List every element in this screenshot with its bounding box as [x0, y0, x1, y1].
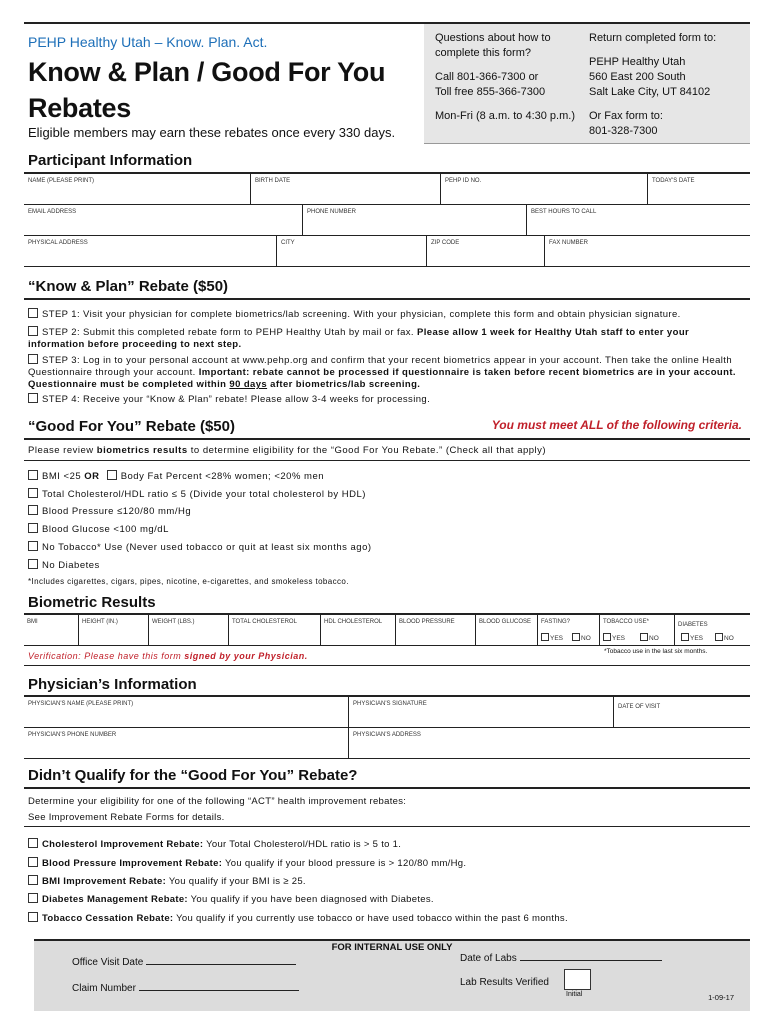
- step-1-text: STEP 1: Visit your physician for complete biometrics/lab screening. With your physician, complete this form and obtain physician signature.: [42, 309, 681, 320]
- good-for-you-heading: “Good For You” Rebate ($50): [28, 418, 235, 435]
- city-field[interactable]: CITY: [276, 236, 426, 267]
- diabetes-cell: [674, 615, 750, 645]
- date-of-visit-field[interactable]: DATE OF VISIT: [613, 697, 750, 728]
- claim-row: [72, 983, 299, 994]
- biometric-heading: Biometric Results: [28, 594, 156, 611]
- lab-verified-row: [460, 977, 549, 988]
- physician-signature-field[interactable]: PHYSICIAN'S SIGNATURE: [348, 697, 613, 728]
- page-title: [28, 54, 428, 126]
- not-qualify-intro-1: Determine your eligibility for one of the following “ACT” health improvement rebates:: [28, 796, 407, 807]
- criteria-cholesterol: [28, 488, 366, 500]
- fax-number: 801-328-7300: [589, 125, 658, 137]
- act-item-bp: Blood Pressure Improvement Rebate: You qualify if your blood pressure is > 120/80 mm/Hg.: [28, 857, 466, 869]
- not-qualify-heading: Didn’t Qualify for the “Good For You” Rebate?: [28, 767, 358, 784]
- step-3-checkbox[interactable]: [28, 354, 38, 364]
- review-instructions: [28, 445, 546, 456]
- physician-row-1: [24, 697, 750, 728]
- act-bp-checkbox[interactable]: [28, 857, 38, 867]
- date-labs-line[interactable]: [520, 960, 662, 961]
- office-visit-line[interactable]: [146, 964, 296, 965]
- not-qualify-intro-2: See Improvement Rebate Forms for details.: [28, 812, 225, 823]
- total-cholesterol-cell[interactable]: TOTAL CHOLESTEROL: [228, 615, 320, 645]
- birth-date-field[interactable]: BIRTH DATE: [250, 174, 440, 205]
- address-field[interactable]: PHYSICAL ADDRESS: [28, 240, 88, 246]
- fax-label: Or Fax form to:: [589, 110, 663, 122]
- step-3-after: after biometrics/lab screening.: [270, 379, 421, 390]
- toll-free-number: Toll free 855-366-7300: [435, 86, 546, 98]
- bp-label: Blood Pressure ≤120/80 mm/Hg: [42, 506, 192, 517]
- diabetes-col-label: DIABETES: [678, 622, 708, 628]
- body-fat-label: Body Fat Percent <28% women; <20% men: [120, 471, 325, 482]
- bp-checkbox[interactable]: [28, 505, 38, 515]
- tobacco-use-label: TOBACCO USE*: [603, 619, 649, 625]
- step-3: [28, 354, 748, 391]
- step-3-text: STEP 3: Log in to your personal account at www.pehp.org and confirm that your recent biometrics appear in your account. Then take the online Health Questionnaire through your account.: [28, 355, 733, 378]
- step-2-bold: Please allow 1 week for Healthy Utah staff to enter your information before proceeding to next step.: [28, 327, 690, 350]
- address-street: 560 East 200 South: [589, 71, 686, 83]
- office-visit-row: [72, 957, 296, 968]
- call-number: Call 801-366-7300 or: [435, 71, 539, 83]
- date-labs-row: [460, 953, 662, 964]
- know-plan-heading: “Know & Plan” Rebate ($50): [28, 278, 229, 295]
- zip-field[interactable]: ZIP CODE: [426, 236, 544, 267]
- verify-b: signed by your Physician.: [184, 651, 308, 661]
- page-subtitle: Eligible members may earn these rebates once every 330 days.: [28, 125, 396, 140]
- questions-line-2: complete this form?: [435, 47, 531, 59]
- criteria-tobacco: [28, 541, 372, 553]
- bmi-cell[interactable]: BMI: [27, 619, 38, 625]
- internal-heading: FOR INTERNAL USE ONLY: [331, 942, 453, 953]
- act-cholesterol-checkbox[interactable]: [28, 838, 38, 848]
- weight-cell[interactable]: WEIGHT (LBS.): [148, 615, 228, 645]
- step-4: [28, 393, 748, 406]
- step-1: [28, 308, 748, 321]
- glucose-label: Blood Glucose <100 mg/dL: [42, 524, 169, 535]
- participant-heading: Participant Information: [28, 152, 193, 169]
- title-line-2: Rebates: [28, 93, 131, 123]
- diabetes-yes[interactable]: YES: [681, 633, 703, 642]
- tobacco-use-note: *Tobacco use in the last six months.: [604, 648, 708, 655]
- form-version: 1-09-17: [708, 993, 734, 1002]
- act-bmi-checkbox[interactable]: [28, 875, 38, 885]
- tobacco-label: No Tobacco* Use (Never used tobacco or quit at least six months ago): [42, 542, 372, 553]
- todays-date-field[interactable]: TODAY'S DATE: [647, 174, 750, 205]
- best-hours-field[interactable]: BEST HOURS TO CALL: [526, 205, 750, 236]
- diabetes-checkbox[interactable]: [28, 559, 38, 569]
- step-4-checkbox[interactable]: [28, 393, 38, 403]
- fax-field[interactable]: FAX NUMBER: [544, 236, 750, 267]
- fasting-cell: [537, 615, 599, 645]
- tobacco-footnote: *Includes cigarettes, cigars, pipes, nicotine, e-cigarettes, and smokeless tobacco.: [28, 577, 349, 586]
- lab-verified-label: Lab Results Verified: [460, 977, 549, 988]
- step-4-text: STEP 4: Receive your “Know & Plan” rebate! Please allow 3-4 weeks for processing.: [42, 394, 431, 405]
- biometric-row: [24, 615, 750, 646]
- date-labs-label: Date of Labs: [460, 953, 517, 964]
- verification-rule: [24, 665, 750, 666]
- step-2: [28, 326, 748, 351]
- review-b: biometrics results: [96, 445, 188, 456]
- step-3-days: 90 days: [229, 379, 268, 390]
- return-label: Return completed form to:: [589, 32, 717, 44]
- verification-note: [28, 651, 308, 661]
- address-city: Salt Lake City, UT 84102: [589, 86, 711, 98]
- pehp-id-field[interactable]: PEHP ID NO.: [440, 174, 647, 205]
- claim-line[interactable]: [139, 990, 299, 991]
- fasting-no[interactable]: NO: [572, 633, 591, 642]
- tobacco-yes[interactable]: YES: [603, 633, 625, 642]
- initial-box[interactable]: [564, 969, 591, 990]
- questions-column: [435, 31, 585, 133]
- fasting-label: FASTING?: [541, 619, 571, 625]
- title-line-1: Know & Plan / Good For You: [28, 57, 386, 87]
- body-fat-checkbox[interactable]: [107, 470, 117, 480]
- act-tobacco-checkbox[interactable]: [28, 912, 38, 922]
- criteria-bmi: [28, 470, 324, 482]
- bmi-checkbox[interactable]: [28, 470, 38, 480]
- review-c: to determine eligibility for the “Good For You Rebate.” (Check all that apply): [190, 445, 547, 456]
- act-item-diabetes: Diabetes Management Rebate: You qualify if you have been diagnosed with Diabetes.: [28, 893, 434, 905]
- not-qualify-rule: [24, 787, 750, 789]
- step-3-important: Important: rebate cannot be processed if questionnaire is taken before recent biometrics are in your account. Questionnaire must be completed within: [28, 367, 736, 390]
- bp-cell[interactable]: BLOOD PRESSURE: [395, 615, 475, 645]
- office-hours: Mon-Fri (8 a.m. to 4:30 p.m.): [435, 110, 575, 122]
- act-item-cholesterol: Cholesterol Improvement Rebate: Your Total Cholesterol/HDL ratio is > 5 to 1.: [28, 838, 401, 850]
- fasting-yes[interactable]: YES: [541, 633, 563, 642]
- verify-a: Verification: Please have this form: [28, 651, 182, 661]
- criteria-note: You must meet ALL of the following criteria.: [491, 418, 742, 432]
- glucose-checkbox[interactable]: [28, 523, 38, 533]
- diabetes-no[interactable]: NO: [715, 633, 734, 642]
- step-1-checkbox[interactable]: [28, 308, 38, 318]
- criteria-bp: [28, 505, 191, 517]
- bmi-label: BMI <25: [42, 471, 82, 482]
- cholesterol-label: Total Cholesterol/HDL ratio ≤ 5 (Divide your total cholesterol by HDL): [42, 489, 366, 500]
- email-field[interactable]: EMAIL ADDRESS: [28, 209, 77, 215]
- physician-name-field[interactable]: PHYSICIAN'S NAME (PLEASE PRINT): [28, 701, 134, 707]
- act-item-tobacco: Tobacco Cessation Rebate: You qualify if you currently use tobacco or have used tobacco within the past 6 months.: [28, 912, 568, 924]
- tobacco-no[interactable]: NO: [640, 633, 659, 642]
- act-item-bmi: BMI Improvement Rebate: You qualify if your BMI is ≥ 25.: [28, 875, 306, 887]
- know-plan-rule: [24, 298, 750, 300]
- review-rule: [24, 460, 750, 461]
- claim-label: Claim Number: [72, 983, 136, 994]
- participant-row-2: [24, 205, 750, 236]
- return-column: [589, 31, 749, 148]
- tobacco-checkbox[interactable]: [28, 541, 38, 551]
- physician-address-field[interactable]: PHYSICIAN'S ADDRESS: [348, 728, 750, 759]
- physician-phone-field[interactable]: PHYSICIAN'S PHONE NUMBER: [28, 732, 117, 738]
- height-cell[interactable]: HEIGHT (IN.): [78, 615, 148, 645]
- criteria-glucose: [28, 523, 169, 535]
- or-label: OR: [84, 471, 100, 482]
- review-a: Please review: [28, 445, 94, 456]
- intro-rule: [24, 826, 750, 827]
- phone-field[interactable]: PHONE NUMBER: [302, 205, 526, 236]
- good-for-you-rule: [24, 438, 750, 440]
- initial-label: Initial: [566, 991, 583, 998]
- brand-tagline: PEHP Healthy Utah – Know. Plan. Act.: [28, 34, 268, 50]
- internal-use-box: [34, 939, 750, 1011]
- questions-line-1: Questions about how to: [435, 32, 551, 44]
- act-diabetes-checkbox[interactable]: [28, 893, 38, 903]
- contact-info-box: [424, 24, 750, 144]
- participant-row-3: [24, 236, 750, 267]
- physician-heading: Physician’s Information: [28, 676, 197, 693]
- criteria-diabetes: [28, 559, 100, 571]
- diabetes-label: No Diabetes: [42, 560, 100, 571]
- address-name: PEHP Healthy Utah: [589, 56, 686, 68]
- physician-row-2: [24, 728, 750, 759]
- name-field[interactable]: NAME (PLEASE PRINT): [28, 178, 95, 184]
- cholesterol-checkbox[interactable]: [28, 488, 38, 498]
- participant-row-1: [24, 174, 750, 205]
- tobacco-use-cell: [599, 615, 674, 645]
- office-visit-label: Office Visit Date: [72, 957, 144, 968]
- glucose-cell[interactable]: BLOOD GLUCOSE: [475, 615, 537, 645]
- hdl-cell[interactable]: HDL CHOLESTEROL: [320, 615, 395, 645]
- step-2-text: STEP 2: Submit this completed rebate form to PEHP Healthy Utah by mail or fax.: [42, 327, 414, 338]
- step-2-checkbox[interactable]: [28, 326, 38, 336]
